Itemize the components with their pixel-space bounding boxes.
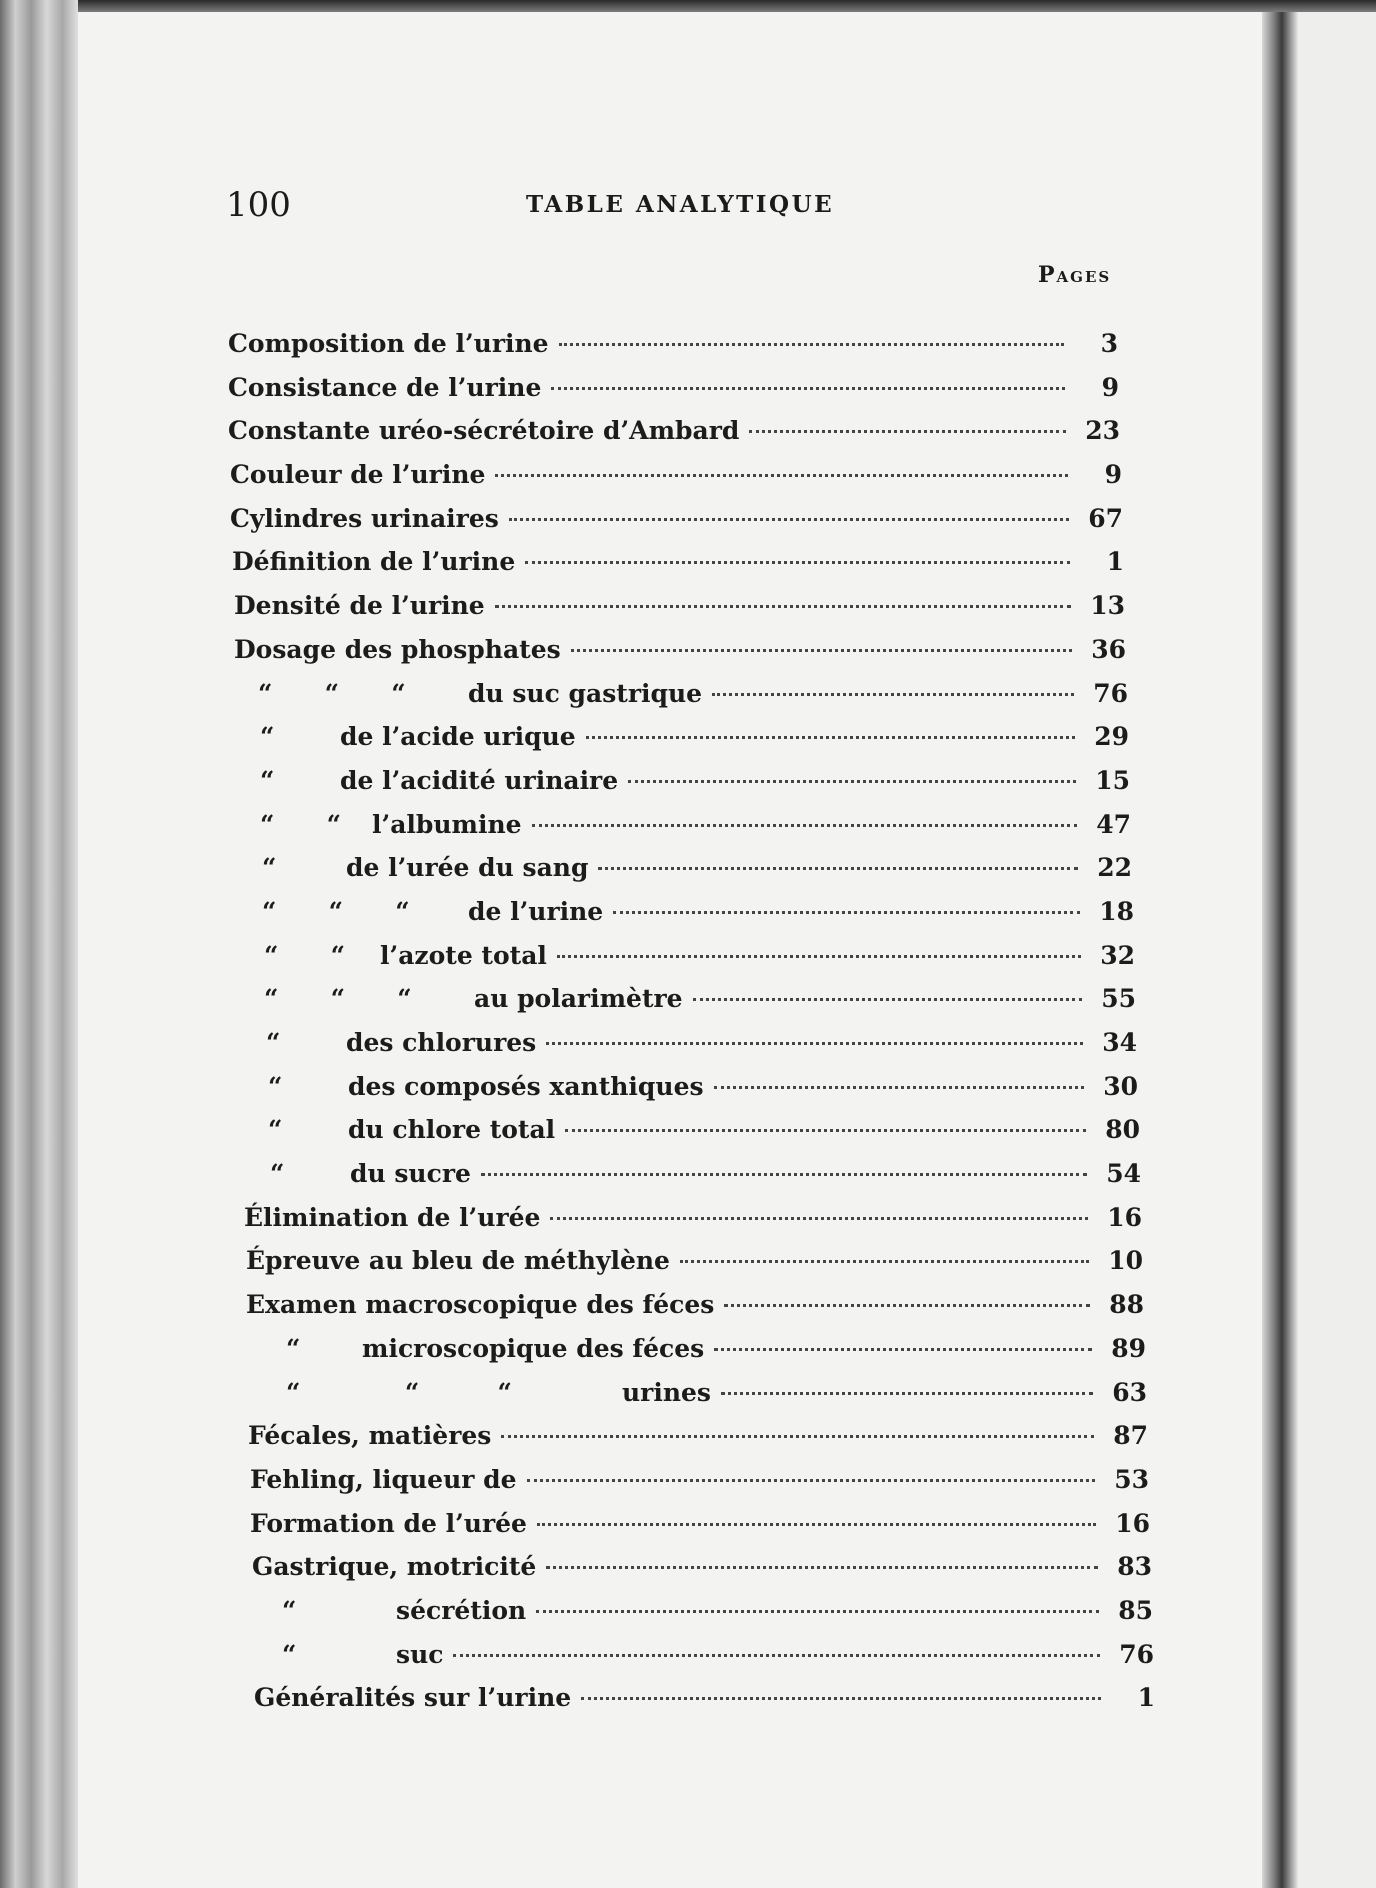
index-entry xyxy=(228,803,1158,847)
index-entry xyxy=(228,715,1158,759)
entry-page-number: 63 xyxy=(1112,1377,1147,1407)
dot-leader xyxy=(495,474,1068,477)
dot-leader xyxy=(495,605,1071,608)
dot-leader xyxy=(546,1566,1098,1569)
entry-page-number: 34 xyxy=(1102,1028,1137,1057)
entry-page-number: 15 xyxy=(1095,765,1130,795)
ditto-marks: “ xyxy=(282,1639,297,1669)
dot-leader xyxy=(550,1217,1088,1220)
entry-page-number: 76 xyxy=(1093,678,1128,708)
entry-label: du sucre xyxy=(350,1159,471,1189)
index-entry xyxy=(228,1239,1158,1283)
entry-label: Densité de l’urine xyxy=(234,591,485,621)
dot-leader xyxy=(724,1304,1090,1307)
entry-page-number: 85 xyxy=(1118,1595,1153,1625)
entry-label: l’albumine xyxy=(372,809,522,839)
entry-label: microscopique des féces xyxy=(362,1333,705,1363)
entry-page-number: 13 xyxy=(1090,591,1125,621)
entry-page-number: 30 xyxy=(1103,1071,1138,1101)
dot-leader xyxy=(680,1260,1089,1263)
index-entry xyxy=(228,497,1158,541)
index-entry xyxy=(228,1414,1158,1458)
page-header xyxy=(226,185,1126,235)
entry-page-number: 88 xyxy=(1109,1290,1144,1320)
entry-label: de l’acidité urinaire xyxy=(340,765,619,795)
entry-label: des composés xanthiques xyxy=(348,1071,704,1101)
index-entry xyxy=(228,1021,1158,1065)
running-title: TABLE ANALYTIQUE xyxy=(526,191,835,218)
entry-page-number: 80 xyxy=(1105,1115,1140,1145)
index-entry xyxy=(228,322,1158,366)
entry-label: Examen macroscopique des féces xyxy=(246,1290,715,1320)
index-entry xyxy=(228,1152,1158,1196)
index-entry xyxy=(228,1633,1158,1677)
index-entry xyxy=(228,1589,1158,1633)
index-entry xyxy=(228,1065,1158,1109)
index-entry xyxy=(228,846,1158,890)
index-entry xyxy=(228,540,1158,584)
ditto-marks: “ “ xyxy=(264,940,345,970)
ditto-marks: “ xyxy=(270,1159,285,1189)
dot-leader xyxy=(536,1610,1099,1613)
dot-leader xyxy=(453,1654,1100,1657)
entry-page-number: 23 xyxy=(1085,416,1120,446)
entry-page-number: 67 xyxy=(1088,503,1123,533)
dot-leader xyxy=(551,387,1065,390)
entry-label: Constante uréo-sécrétoire d’Ambard xyxy=(228,416,740,446)
index-entry xyxy=(228,628,1158,672)
dot-leader xyxy=(571,649,1072,652)
ditto-marks: “ xyxy=(286,1333,301,1363)
entry-page-number: 10 xyxy=(1108,1246,1143,1276)
index-entry xyxy=(228,1108,1158,1152)
dot-leader xyxy=(532,824,1077,827)
ditto-marks: “ xyxy=(262,853,277,883)
ditto-marks: “ “ “ xyxy=(264,984,412,1014)
dot-leader xyxy=(565,1129,1086,1132)
entry-label: Consistance de l’urine xyxy=(228,372,542,402)
entry-label: suc xyxy=(396,1639,444,1669)
index-entry xyxy=(228,977,1158,1021)
index-entry xyxy=(228,1371,1158,1415)
entry-label: du suc gastrique xyxy=(468,678,703,708)
ditto-marks: “ xyxy=(260,722,275,752)
book-page-edges xyxy=(0,0,78,1888)
dot-leader xyxy=(557,955,1081,958)
dot-leader xyxy=(598,867,1078,870)
index-entry xyxy=(228,890,1158,934)
entry-page-number: 76 xyxy=(1119,1639,1154,1669)
dot-leader xyxy=(537,1523,1096,1526)
index-entry xyxy=(228,1327,1158,1371)
dot-leader xyxy=(586,736,1075,739)
index-entry xyxy=(228,1502,1158,1546)
dot-leader xyxy=(527,1479,1095,1482)
ditto-marks: “ xyxy=(268,1115,283,1145)
entry-page-number: 1 xyxy=(1137,1683,1155,1713)
entry-label: Fécales, matières xyxy=(248,1421,492,1451)
entry-label: de l’acide urique xyxy=(340,722,576,752)
index-entry xyxy=(228,366,1158,410)
index-entry xyxy=(228,409,1158,453)
ditto-marks: “ xyxy=(282,1595,297,1625)
entry-label: des chlorures xyxy=(346,1028,537,1057)
dot-leader xyxy=(749,430,1066,433)
entry-page-number: 55 xyxy=(1101,984,1136,1014)
entry-page-number: 36 xyxy=(1091,634,1126,664)
facing-page-edge xyxy=(1298,12,1376,1888)
entry-label: Dosage des phosphates xyxy=(234,634,561,664)
entry-label: sécrétion xyxy=(396,1595,527,1625)
entry-page-number: 9 xyxy=(1104,460,1122,490)
entry-label: urines xyxy=(622,1377,712,1407)
dot-leader xyxy=(559,343,1064,346)
entry-label: l’azote total xyxy=(380,940,547,970)
entry-page-number: 1 xyxy=(1106,547,1124,577)
index-entry xyxy=(228,453,1158,497)
dot-leader xyxy=(712,693,1074,696)
ditto-marks: “ xyxy=(260,765,275,795)
index-entry xyxy=(228,1545,1158,1589)
entry-page-number: 83 xyxy=(1117,1552,1152,1582)
index-entry xyxy=(228,584,1158,628)
entry-page-number: 54 xyxy=(1106,1159,1141,1189)
ditto-marks: “ xyxy=(266,1028,281,1057)
dot-leader xyxy=(509,518,1069,521)
entry-page-number: 47 xyxy=(1096,809,1131,839)
dot-leader xyxy=(481,1173,1087,1176)
entry-page-number: 29 xyxy=(1094,722,1129,752)
ditto-marks: “ “ “ xyxy=(258,678,406,708)
entry-label: de l’urée du sang xyxy=(346,853,589,883)
entry-label: au polarimètre xyxy=(474,984,683,1014)
entry-page-number: 16 xyxy=(1115,1508,1150,1538)
index-entry xyxy=(228,1283,1158,1327)
entry-page-number: 3 xyxy=(1100,329,1118,358)
entry-page-number: 32 xyxy=(1100,940,1135,970)
index-entry xyxy=(228,1676,1158,1720)
dot-leader xyxy=(501,1435,1094,1438)
entry-page-number: 89 xyxy=(1111,1333,1146,1363)
ditto-marks: “ xyxy=(268,1071,283,1101)
dot-leader xyxy=(581,1697,1101,1700)
entry-page-number: 22 xyxy=(1097,853,1132,883)
entry-page-number: 53 xyxy=(1114,1464,1149,1494)
entry-label: Composition de l’urine xyxy=(228,329,549,358)
entry-label: Gastrique, motricité xyxy=(252,1552,537,1582)
index-entries xyxy=(228,322,1158,1720)
entry-page-number: 9 xyxy=(1101,372,1119,402)
entry-label: Couleur de l’urine xyxy=(230,460,486,490)
entry-page-number: 16 xyxy=(1107,1202,1142,1232)
ditto-marks: “ “ “ xyxy=(262,896,410,926)
entry-label: Généralités sur l’urine xyxy=(254,1683,572,1713)
index-entry xyxy=(228,759,1158,803)
ditto-marks: “ “ xyxy=(260,809,341,839)
index-entry xyxy=(228,1196,1158,1240)
dot-leader xyxy=(628,780,1076,783)
dot-leader xyxy=(613,911,1080,914)
dot-leader xyxy=(693,998,1082,1001)
dot-leader xyxy=(714,1086,1084,1089)
entry-label: Définition de l’urine xyxy=(232,547,516,577)
index-entry xyxy=(228,1458,1158,1502)
entry-label: de l’urine xyxy=(468,896,604,926)
dot-leader xyxy=(714,1348,1092,1351)
dot-leader xyxy=(525,561,1070,564)
index-entry xyxy=(228,672,1158,716)
entry-label: Épreuve au bleu de méthylène xyxy=(246,1246,670,1276)
dot-leader xyxy=(546,1042,1083,1045)
entry-label: Élimination de l’urée xyxy=(244,1202,541,1232)
entry-label: Formation de l’urée xyxy=(250,1508,527,1538)
book-gutter xyxy=(1262,12,1298,1888)
page-number: 100 xyxy=(226,185,291,225)
index-entry xyxy=(228,934,1158,978)
entry-label: Fehling, liqueur de xyxy=(250,1464,517,1494)
dot-leader xyxy=(721,1392,1093,1395)
entry-page-number: 18 xyxy=(1099,896,1134,926)
entry-page-number: 87 xyxy=(1113,1421,1148,1451)
entry-label: Cylindres urinaires xyxy=(230,503,499,533)
pages-column-label: Pages xyxy=(1038,262,1112,288)
ditto-marks: “ “ “ xyxy=(286,1377,512,1407)
entry-label: du chlore total xyxy=(348,1115,556,1145)
